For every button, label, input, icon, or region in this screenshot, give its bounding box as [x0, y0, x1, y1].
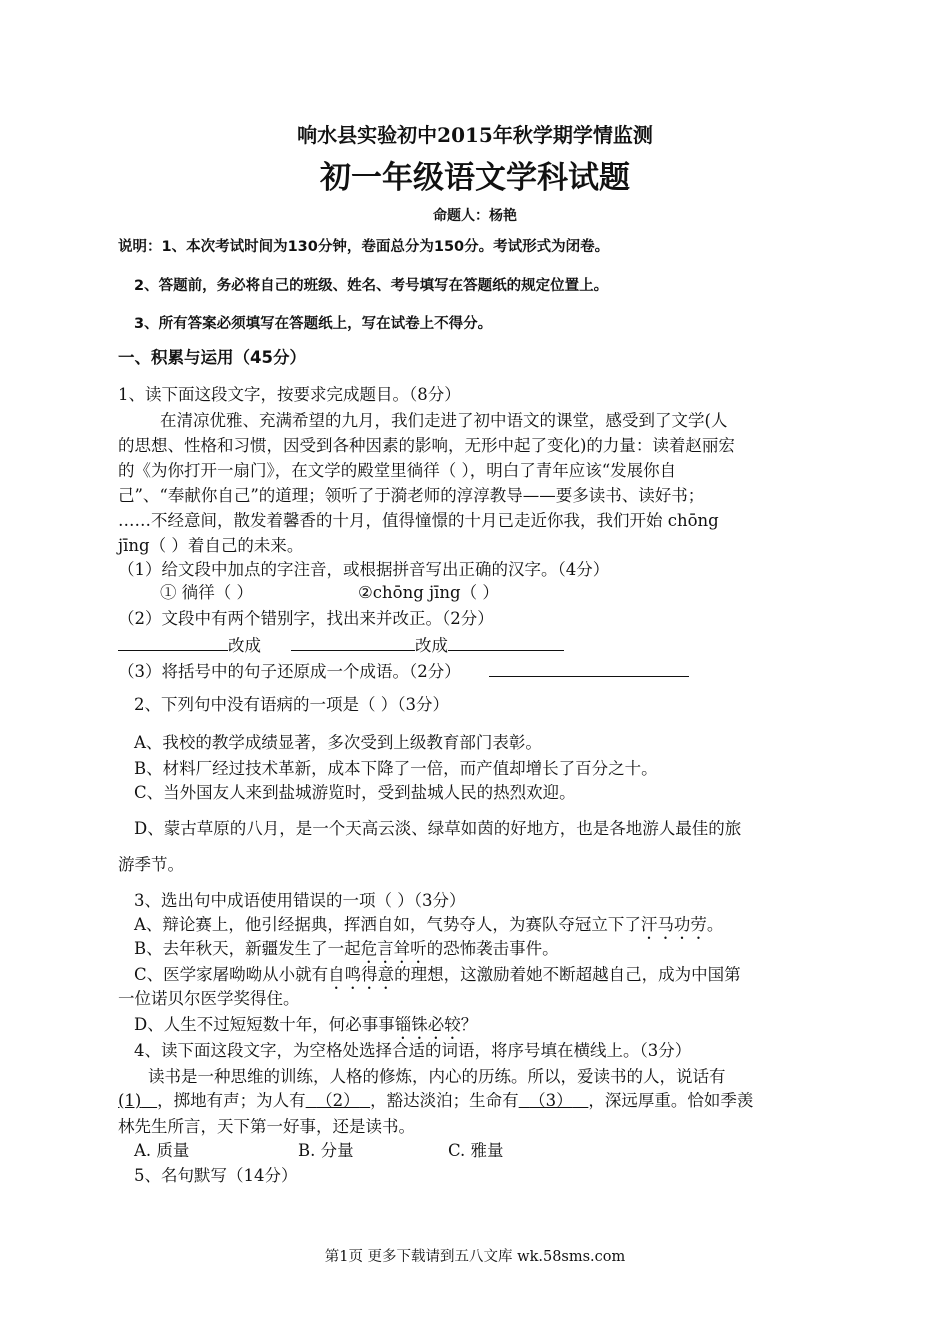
page-footer: 第1页 更多下载请到五八文库 wk.58sms.com: [324, 1249, 626, 1265]
q2-option-d: D、蒙古草原的八月，是一个天高云淡、绿草如茵的好地方，也是各地游人最佳的旅: [134, 819, 742, 838]
q1-passage-line: jīng（ ）着自己的未来。: [118, 536, 304, 555]
emphasized-idiom: 锱铢必较: [394, 1015, 461, 1034]
q4-choice-a: A. 质量: [134, 1141, 190, 1160]
emphasized-idiom: 自鸣得意: [328, 965, 395, 984]
exam-author: 命题人：杨艳: [433, 208, 517, 224]
section-heading: 一、积累与运用（45分）: [118, 348, 306, 367]
blank-1[interactable]: (1): [118, 1091, 142, 1110]
passage-text: ，豁达淡泊；生命有: [370, 1091, 519, 1110]
blank-3[interactable]: （3）: [529, 1091, 573, 1110]
q3-option-c-cont: 一位诺贝尔医学奖得住。: [118, 989, 300, 1008]
answer-blank[interactable]: [448, 632, 564, 651]
exam-school-title: 响水县实验初中2015年秋学期学情监测: [297, 123, 653, 147]
q2-option-a: A、我校的教学成绩显著，多次受到上级教育部门表彰。: [134, 733, 542, 752]
q1-passage-line: ……不经意间，散发着馨香的十月，值得憧憬的十月已走近你我，我们开始 chōng: [118, 511, 719, 530]
q2-option-c: C、当外国友人来到盐城游览时，受到盐城人民的热烈欢迎。: [134, 783, 576, 802]
q3-option-b: [134, 938, 559, 967]
q2-option-d-cont: 游季节。: [118, 855, 184, 874]
q4-choice-b: B. 分量: [298, 1141, 354, 1160]
q1-sub1: （1）给文段中加点的字注音，或根据拼音写出正确的汉字。（4分）: [118, 560, 610, 579]
note-3: 3、所有答案必须填写在答题纸上，写在试卷上不得分。: [134, 316, 493, 332]
q1-stem: 1、读下面这段文字，按要求完成题目。（8分）: [118, 385, 461, 404]
q4-stem: 4、读下面这段文字，为空格处选择合适的词语，将序号填在横线上。（3分）: [134, 1041, 692, 1060]
q4-choice-c: C. 雅量: [448, 1141, 504, 1160]
q1-passage-line: 在清凉优雅、充满希望的九月，我们走进了初中语文的课堂，感受到了文学(人: [160, 411, 728, 430]
change-label: 改成: [415, 636, 448, 655]
answer-blank[interactable]: [291, 632, 415, 651]
note-1: 说明：1、本次考试时间为130分钟，卷面总分为150分。考试形式为闭卷。: [118, 239, 610, 255]
option-text: D、人生不过短短数十年，何必事事: [134, 1015, 395, 1034]
answer-blank[interactable]: [489, 658, 689, 677]
q1-sub3: （3）将括号中的句子还原成一个成语。（2分）: [118, 662, 461, 681]
q2-stem: 2、下列句中没有语病的一项是（ ）（3分）: [134, 695, 449, 714]
q1-passage-line: 的思想、性格和习惯，因受到各种因素的影响，无形中起了变化)的力量：读着赵丽宏: [118, 436, 735, 455]
q1-sub3-row: [118, 658, 689, 683]
passage-text: ，掷地有声；为人有: [157, 1091, 306, 1110]
q3-stem: 3、选出句中成语使用错误的一项（ ）（3分）: [134, 891, 466, 910]
q1-passage-line: 的《为你打开一扇门》，在文学的殿堂里徜徉（ ），明白了青年应该“发展你自: [118, 461, 677, 480]
q4-passage-line: [118, 1090, 753, 1112]
option-text: ？: [460, 1015, 478, 1034]
q1-passage-line: 己”、“奉献你自己”的道理；领听了于漪老师的淳淳教导——要多读书、读好书；: [118, 486, 705, 505]
exam-subject-title: 初一年级语文学科试题: [320, 160, 630, 196]
answer-blank[interactable]: [118, 632, 228, 651]
emphasized-idiom: 危言耸听: [360, 939, 427, 958]
option-text: 的恐怖袭击事件。: [426, 939, 559, 958]
option-text: 的理想，这激励着她不断超越自己，成为中国第: [394, 965, 741, 984]
q1-sub1-item: ① 徜徉（ ）: [160, 583, 253, 602]
q4-passage-line: 读书是一种思维的训练，人格的修炼，内心的历练。所以，爱读书的人，说话有: [148, 1067, 726, 1086]
q1-sub1-item: ②chōng jīng（ ）: [358, 583, 499, 602]
blank-2[interactable]: （2）: [316, 1091, 360, 1110]
change-label: 改成: [228, 636, 261, 655]
option-text: A、辩论赛上，他引经据典，挥洒自如，气势夺人，为赛队夺冠立下了: [134, 915, 641, 934]
q2-option-b: B、材料厂经过技术革新，成本下降了一倍，而产值却增长了百分之十。: [134, 759, 658, 778]
q1-sub2: （2）文段中有两个错别字，找出来并改正。（2分）: [118, 609, 494, 628]
q5-stem: 5、名句默写（14分）: [134, 1166, 298, 1185]
emphasized-idiom: 汗马功劳: [640, 915, 707, 934]
q1-sub2-answer-row: [118, 632, 564, 657]
q3-option-d: [134, 1014, 477, 1043]
passage-text: ，深远厚重。恰如季羡: [588, 1091, 754, 1110]
q4-passage-line: 林先生所言，天下第一好事，还是读书。: [118, 1117, 415, 1136]
option-text: 。: [706, 915, 724, 934]
option-text: C、医学家屠呦呦从小就有: [134, 965, 329, 984]
option-text: B、去年秋天，新疆发生了一起: [134, 939, 361, 958]
note-2: 2、答题前，务必将自己的班级、姓名、考号填写在答题纸的规定位置上。: [134, 278, 609, 294]
